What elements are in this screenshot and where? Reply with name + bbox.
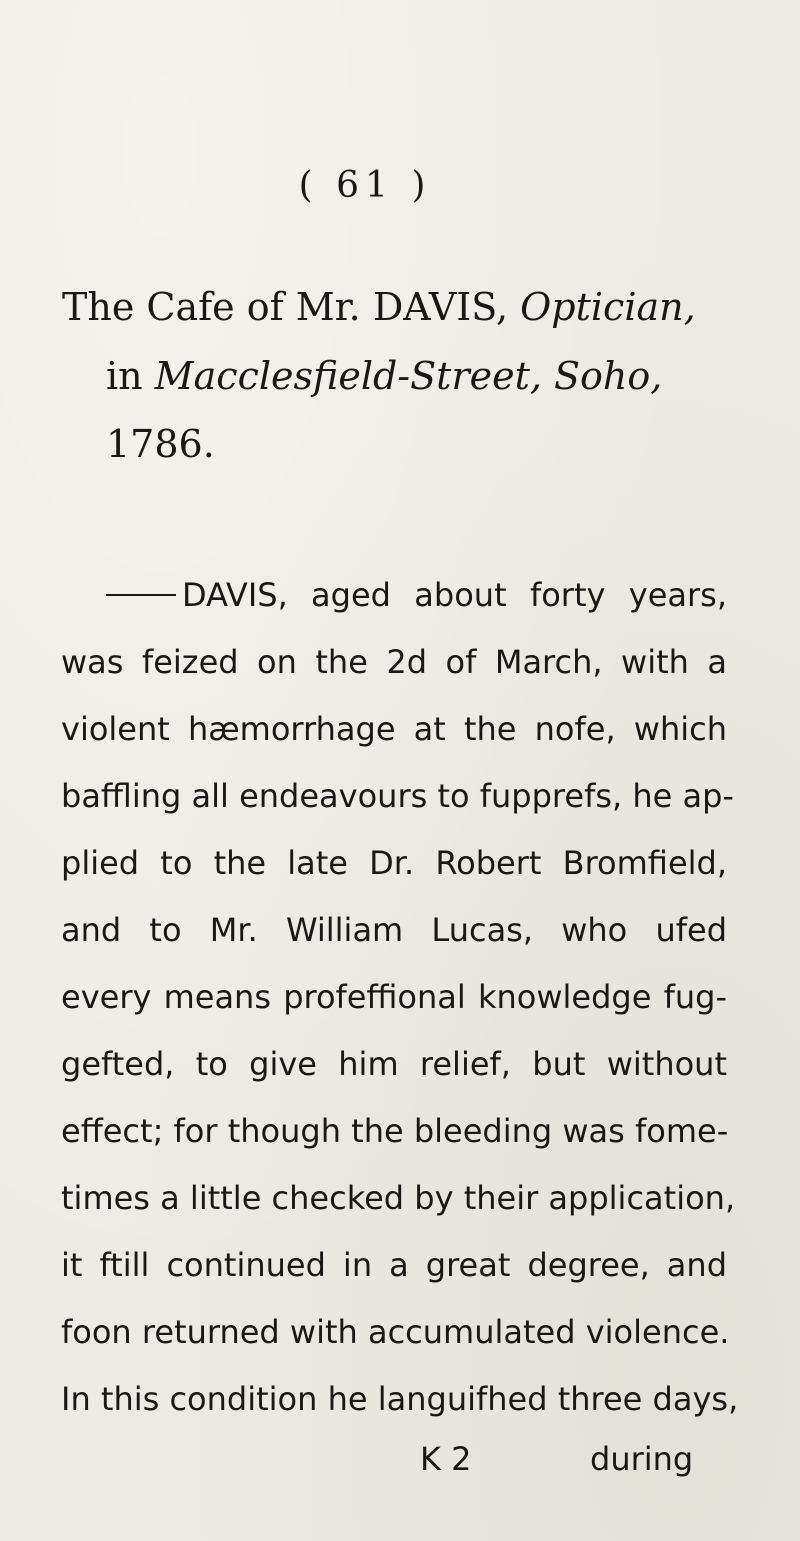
body-line-2: was feized on the 2d of March, with a	[61, 643, 727, 681]
body-line-1-text: DAVIS, aged about forty years,	[182, 576, 727, 614]
body-line-3: violent hæmorrhage at the nofe, which	[61, 710, 727, 748]
catchword: during	[590, 1440, 694, 1478]
body-line-4: baffling all endeavours to fupprefs, he ap-	[61, 777, 734, 815]
heading-line-2-italic: Macclesfield-Street, Soho,	[154, 354, 663, 398]
body-line-8: gefted, to give him relief, but without	[61, 1045, 727, 1083]
body-line-5: plied to the late Dr. Robert Bromfield,	[61, 844, 727, 882]
heading-line-2-roman: in	[106, 354, 155, 398]
body-line-12: foon returned with accumulated violence.	[61, 1313, 730, 1351]
body-line-7: every means profeffional knowledge fug-	[61, 978, 727, 1016]
heading-line-1-italic: Optician,	[520, 285, 696, 329]
heading-line-2	[106, 354, 663, 398]
signature-mark: K 2	[420, 1440, 472, 1478]
body-line-6: and to Mr. William Lucas, who ufed	[61, 911, 727, 949]
page-number: ( 61 )	[298, 165, 432, 206]
heading-line-1-roman: The Cafe of Mr. DAVIS,	[62, 285, 521, 329]
body-line-10: times a little checked by their application,	[61, 1179, 736, 1217]
body-line-9: effect; for though the bleeding was fome-	[61, 1112, 729, 1150]
em-dash-rule	[106, 594, 176, 596]
body-line-1	[106, 576, 727, 614]
heading-line-1	[62, 285, 696, 329]
body-line-13: In this condition he languifhed three days,	[61, 1380, 739, 1418]
heading-line-3: 1786.	[106, 422, 215, 466]
body-line-11: it ftill continued in a great degree, and	[61, 1246, 727, 1284]
